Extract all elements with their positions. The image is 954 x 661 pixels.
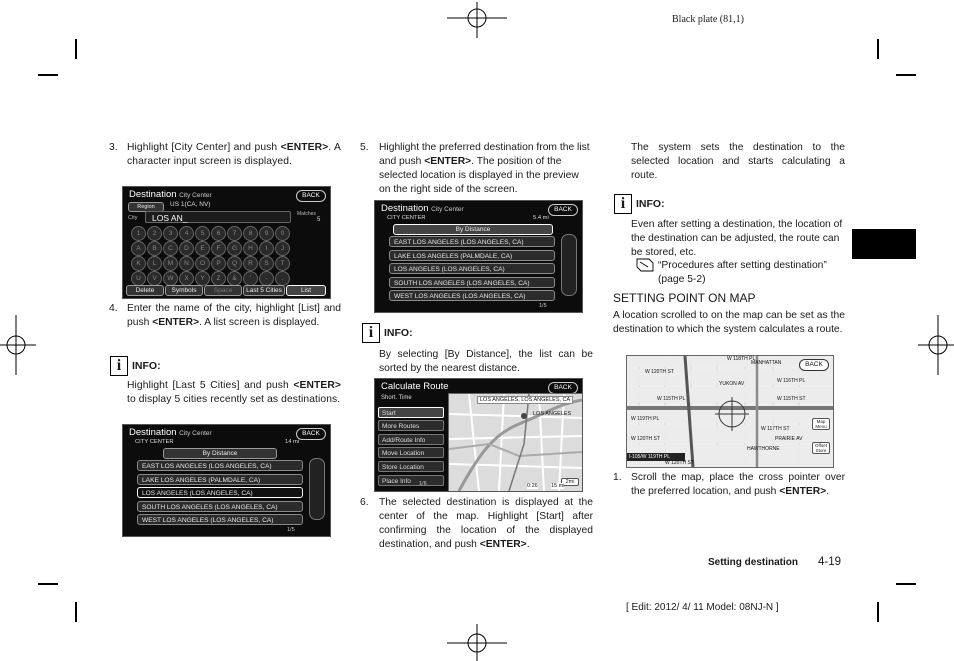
keyboard-key[interactable]: -	[259, 271, 274, 286]
footer-section: Setting destination	[708, 557, 798, 568]
keyboard-key[interactable]: P	[211, 256, 226, 271]
keyboard-key[interactable]: E	[195, 241, 210, 256]
subhead: CITY CENTER	[387, 215, 426, 221]
keyboard-key[interactable]: 6	[211, 226, 226, 241]
section-body: A location scrolled to on the map can be set as the destination to which the system calculates a route.	[613, 310, 845, 335]
screen-title: Destination City Center	[381, 203, 464, 214]
street-label: PRAIRIE AV	[775, 436, 803, 442]
keyboard-key[interactable]: 8	[243, 226, 258, 241]
info-note: i INFO:	[614, 194, 665, 214]
route-option-label: Short. Time	[381, 395, 412, 401]
list-item[interactable]: EAST LOS ANGELES (LOS ANGELES, CA)	[389, 236, 555, 247]
keyboard-key[interactable]: L	[147, 256, 162, 271]
info-icon: i	[614, 194, 632, 214]
keyboard-key[interactable]: S	[259, 256, 274, 271]
list-item[interactable]: WEST LOS ANGELES (LOS ANGELES, CA)	[137, 514, 303, 525]
registration-mark-bottom	[447, 624, 507, 661]
keyboard-key[interactable]: 0	[275, 226, 290, 241]
keyboard-key[interactable]: 7	[227, 226, 242, 241]
keyboard-key[interactable]: W	[163, 271, 178, 286]
route-menu-item[interactable]: More Routes	[378, 420, 444, 431]
by-distance-button[interactable]: By Distance	[163, 448, 277, 459]
keyboard-key[interactable]: T	[275, 256, 290, 271]
back-button[interactable]: BACK	[296, 190, 326, 202]
char-input-screenshot	[122, 186, 331, 299]
keyboard-key[interactable]: 5	[195, 226, 210, 241]
registration-mark-top	[447, 2, 507, 38]
distance-value: 14 mi	[285, 439, 300, 445]
step-number: 4.	[109, 303, 118, 314]
route-preview-map[interactable]	[448, 393, 583, 492]
keyboard-key[interactable]: J	[275, 241, 290, 256]
route-miles: 15 mi	[551, 483, 565, 489]
step-4-text: Enter the name of the city, highlight [List] and push <ENTER>. A list screen is displayed.	[127, 303, 341, 328]
keyboard-key[interactable]: Q	[227, 256, 242, 271]
back-button[interactable]: BACK	[548, 382, 578, 394]
step-6-text: The selected destination is displayed at the center of the map. Highlight [Start] after confirming the location of the displayed destination, and push <ENTER>.	[379, 497, 593, 550]
crop-mark	[75, 39, 77, 59]
keyboard-key[interactable]: 2	[147, 226, 162, 241]
street-label: HAWTHORNE	[747, 446, 780, 452]
street-label: W 117TH ST	[761, 426, 790, 432]
page-indicator: 1/5	[287, 527, 295, 533]
screen-title: Calculate Route	[381, 381, 449, 392]
route-menu-item[interactable]: Add/Route Info	[378, 434, 444, 445]
by-distance-button[interactable]: By Distance	[393, 224, 553, 235]
list-item[interactable]: SOUTH LOS ANGELES (LOS ANGELES, CA)	[137, 501, 303, 512]
intro-text: The system sets the destination to the selected location and starts calculating a route.	[631, 142, 845, 181]
keyboard-key[interactable]: M	[163, 256, 178, 271]
route-menu-item[interactable]: Place Info	[378, 475, 444, 486]
delete-button[interactable]: Delete	[126, 285, 164, 296]
keyboard-key[interactable]: 4	[179, 226, 194, 241]
street-label: W 115TH PL	[657, 396, 686, 402]
route-menu-item[interactable]: Store Location	[378, 461, 444, 472]
street-label: W 116TH PL	[777, 378, 806, 384]
keyboard-key[interactable]: I	[259, 241, 274, 256]
keyboard-key[interactable]: X	[179, 271, 194, 286]
map-screenshot[interactable]	[626, 355, 834, 468]
street-label: MANHATTAN	[751, 360, 782, 366]
keyboard-key[interactable]: O	[195, 256, 210, 271]
crop-mark	[75, 602, 77, 622]
city-label: City	[128, 215, 138, 221]
keyboard-key[interactable]: 3	[163, 226, 178, 241]
plate-label: Black plate (81,1)	[672, 14, 744, 25]
reference-icon	[636, 258, 654, 270]
list-item[interactable]: LOS ANGELES (LOS ANGELES, CA)	[137, 487, 303, 498]
last-5-cities-button[interactable]: Last 5 Cities	[243, 285, 285, 296]
keyboard-key[interactable]: .	[275, 271, 290, 286]
list-item[interactable]: SOUTH LOS ANGELES (LOS ANGELES, CA)	[389, 277, 555, 288]
scrollbar[interactable]	[561, 234, 577, 296]
info-text: By selecting [By Distance], the list can be sorted by the nearest distance.	[379, 349, 593, 374]
keyboard-key[interactable]: N	[179, 256, 194, 271]
keyboard-key[interactable]: 1	[131, 226, 146, 241]
map-status-bar: I-105/W 119TH PL	[627, 453, 685, 461]
route-time: 0:26	[527, 483, 538, 489]
keyboard-key[interactable]: Y	[195, 271, 210, 286]
keyboard-key[interactable]: '	[243, 271, 258, 286]
back-button[interactable]: BACK	[799, 359, 829, 371]
map-bottom-label: W 120TH ST	[665, 460, 694, 466]
keyboard-key[interactable]: A	[131, 241, 146, 256]
crop-mark	[38, 74, 58, 76]
info-icon: i	[362, 323, 380, 343]
map-scale: 2mi	[561, 478, 579, 486]
keyboard-key[interactable]: Z	[211, 271, 226, 286]
step-number: 1.	[613, 472, 622, 483]
registration-mark-left	[0, 315, 36, 375]
step-1-text: Scroll the map, place the cross pointer over the preferred location, and push <ENTER>.	[631, 472, 845, 497]
route-map-graphic	[449, 394, 582, 491]
calculate-route-screenshot	[374, 378, 583, 492]
street-label: W 118TH PL	[727, 356, 756, 362]
map-destination-label: LOS ANGELES, LOS ANGELES, CA	[477, 396, 573, 404]
street-label: W 119TH PL	[631, 416, 660, 422]
list-item[interactable]: WEST LOS ANGELES (LOS ANGELES, CA)	[389, 290, 555, 301]
step-number: 3.	[109, 142, 118, 153]
crop-mark	[38, 583, 58, 585]
keyboard-key[interactable]: V	[147, 271, 162, 286]
info-icon: i	[110, 356, 128, 376]
info-note: i INFO:	[362, 323, 413, 343]
list-preview-screenshot	[374, 200, 583, 313]
step-3-text: Highlight [City Center] and push <ENTER>. A character input screen is displayed.	[127, 142, 341, 167]
info-text: Even after setting a destination, the location of the destination can be adjusted, the route can be stored, etc.	[631, 219, 843, 258]
crop-mark	[877, 602, 879, 622]
step-number: 5.	[360, 142, 369, 153]
street-label: W 115TH ST	[777, 396, 806, 402]
section-heading: SETTING POINT ON MAP	[613, 291, 756, 305]
route-menu-item[interactable]: Start	[378, 407, 444, 418]
keyboard-key[interactable]: G	[227, 241, 242, 256]
registration-mark-right	[918, 315, 954, 375]
street-label: W 120TH ST	[631, 436, 660, 442]
matches-value: 5	[317, 217, 321, 223]
keyboard-key[interactable]: B	[147, 241, 162, 256]
info-note: i INFO:	[110, 356, 161, 376]
map-menu-button[interactable]: Map Menu	[812, 418, 830, 430]
matches-label: Matches	[297, 211, 316, 217]
list-item[interactable]: EAST LOS ANGELES (LOS ANGELES, CA)	[137, 460, 303, 471]
keyboard-key[interactable]: K	[131, 256, 146, 271]
crop-mark	[896, 74, 916, 76]
page-indicator: 1/5	[539, 303, 547, 309]
offset-store-button[interactable]: Offset Store	[812, 442, 830, 454]
symbols-button[interactable]: Symbols	[165, 285, 203, 296]
street-label: YUKON AV	[719, 381, 745, 387]
keyboard-key[interactable]: &	[227, 271, 242, 286]
footer-page-number: 4-19	[818, 556, 842, 568]
subhead: CITY CENTER	[135, 439, 174, 445]
space-button[interactable]: Space	[204, 285, 242, 296]
keyboard-key[interactable]: F	[211, 241, 226, 256]
scrollbar[interactable]	[309, 458, 325, 520]
keyboard-key[interactable]: 9	[259, 226, 274, 241]
screen-title: Destination City Center	[129, 189, 212, 200]
list-item[interactable]: LOS ANGELES (LOS ANGELES, CA)	[389, 263, 555, 274]
keyboard-key[interactable]: U	[131, 271, 146, 286]
region-button[interactable]: Region	[128, 202, 164, 212]
footer-edit-info: [ Edit: 2012/ 4/ 11 Model: 08NJ-N ]	[626, 602, 779, 613]
chapter-tab	[852, 229, 916, 259]
list-item[interactable]: LAKE LOS ANGELES (PALMDALE, CA)	[137, 474, 303, 485]
keyboard-key[interactable]: C	[163, 241, 178, 256]
list-screenshot	[122, 424, 331, 537]
back-button[interactable]: BACK	[296, 428, 326, 440]
city-input[interactable]: LOS AN_	[145, 211, 291, 223]
step-number: 6.	[360, 497, 369, 508]
distance-value: 5.4 mi	[533, 215, 549, 221]
reference-text: “Procedures after setting destination” (page 5-2)	[658, 260, 827, 285]
street-label: W 120TH ST	[645, 369, 674, 375]
keyboard-key[interactable]: R	[243, 256, 258, 271]
back-button[interactable]: BACK	[548, 204, 578, 216]
keyboard-key[interactable]: H	[243, 241, 258, 256]
map-city-label: LOS ANGELES	[533, 411, 572, 417]
info-text: Highlight [Last 5 Cities] and push <ENTER> to display 5 cities recently set as destinations.	[127, 380, 341, 405]
crop-mark	[896, 583, 916, 585]
crop-mark	[877, 39, 879, 59]
region-value: US 1(CA, NV)	[170, 201, 211, 208]
screen-title: Destination City Center	[129, 427, 212, 438]
step-5-text: Highlight the preferred destination from the list and push <ENTER>. The position of the selected location is displayed in the preview on the right side of the screen.	[379, 142, 590, 195]
page-indicator: 1/6	[419, 481, 427, 487]
keyboard-key[interactable]: D	[179, 241, 194, 256]
route-menu-item[interactable]: Move Location	[378, 447, 444, 458]
list-button[interactable]: List	[286, 285, 326, 296]
list-item[interactable]: LAKE LOS ANGELES (PALMDALE, CA)	[389, 250, 555, 261]
